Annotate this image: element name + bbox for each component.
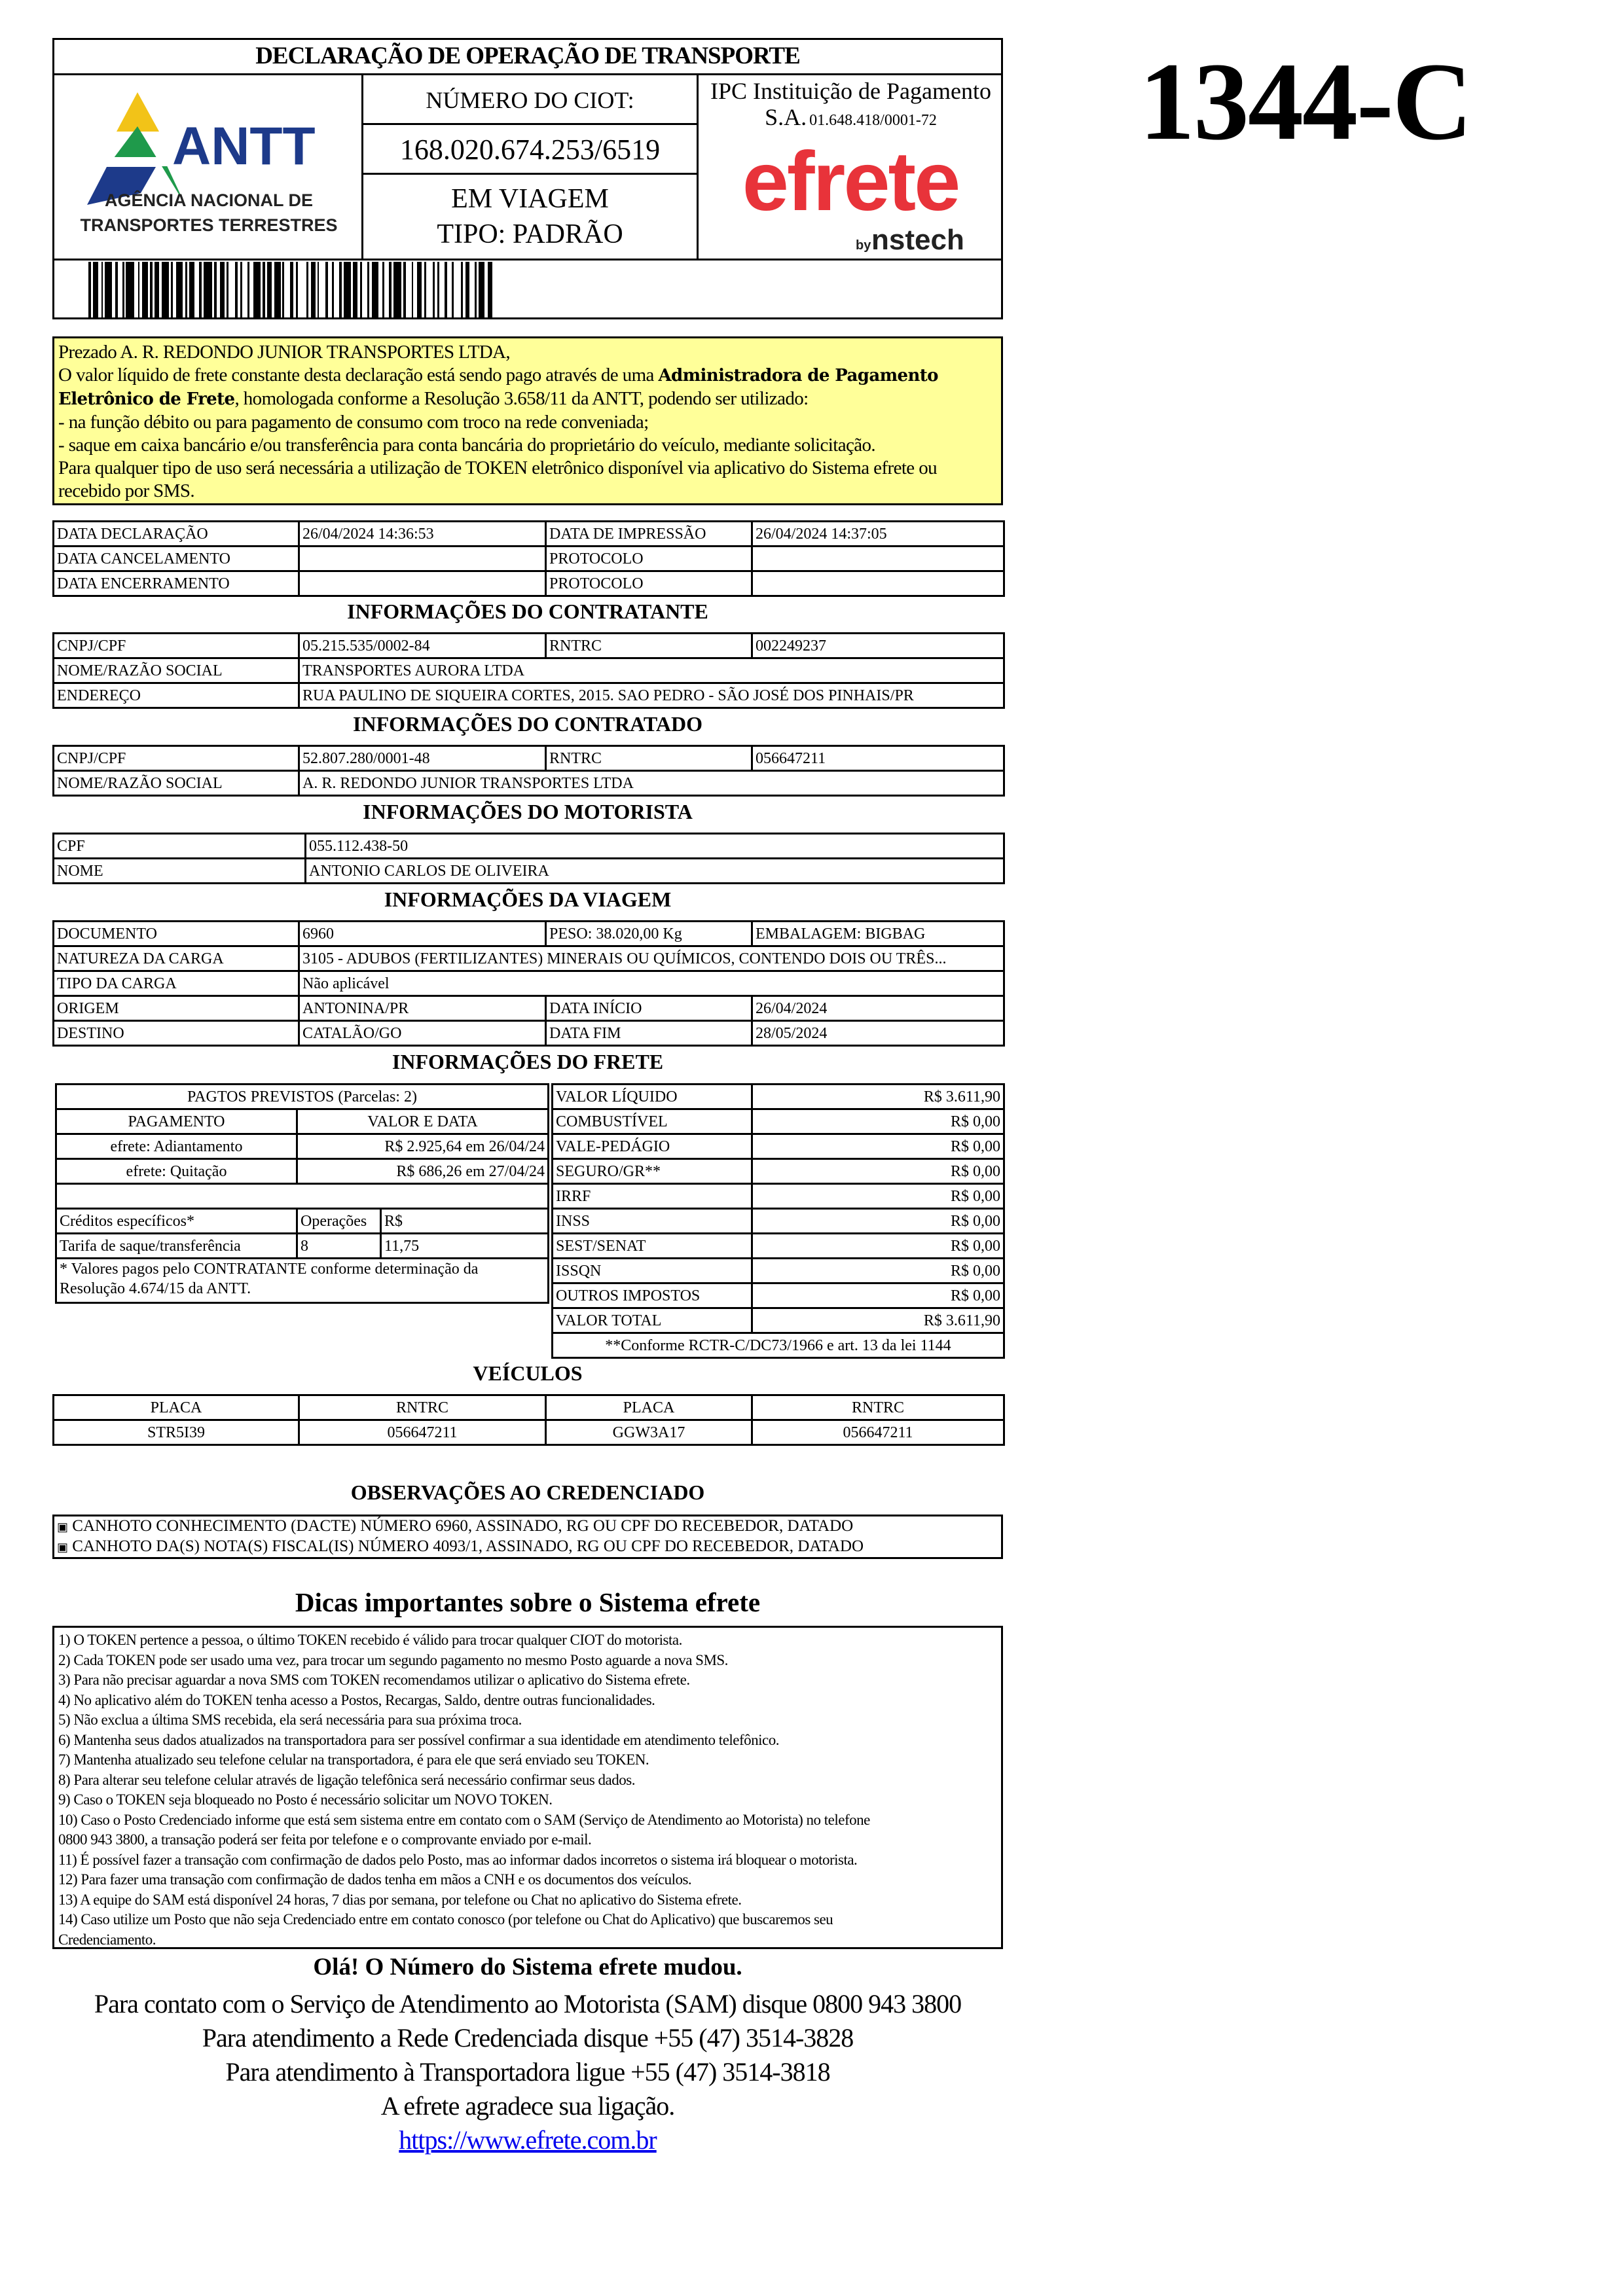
tip-line: Credenciamento. <box>58 1931 156 1948</box>
pagtos-title: PAGTOS PREVISTOS (Parcelas: 2) <box>56 1085 549 1109</box>
inicio-label: DATA INÍCIO <box>546 996 752 1021</box>
website-link[interactable]: https://www.efrete.com.br <box>399 2125 657 2155</box>
observacao-item: ▣ CANHOTO CONHECIMENTO (DACTE) NÚMERO 6960, ASSINADO, RG OU CPF DO RECEBEDOR, DATADO <box>57 1517 854 1535</box>
cpf-label: CPF <box>54 834 306 859</box>
value-row <box>553 1109 1004 1134</box>
notice-line: Prezado A. R. REDONDO JUNIOR TRANSPORTES LTDA, <box>58 342 511 363</box>
motorista-table <box>52 833 1005 884</box>
value-amount: R$ 0,00 <box>752 1209 1004 1234</box>
checkbox-icon: ▣ <box>57 1541 69 1554</box>
payment-value: R$ 686,26 em 27/04/24 <box>297 1159 549 1184</box>
payment-name: efrete: Adiantamento <box>56 1134 297 1159</box>
value-row <box>553 1283 1004 1308</box>
value-row <box>553 1259 1004 1283</box>
cancelamento-label: DATA CANCELAMENTO <box>54 547 299 571</box>
value-label: VALOR TOTAL <box>553 1308 752 1333</box>
rntrc-value: 002249237 <box>752 634 1004 658</box>
tipo-label: TIPO DA CARGA <box>54 971 299 996</box>
value-label: ISSQN <box>553 1259 752 1283</box>
value-label: IRRF <box>553 1184 752 1209</box>
fim-value: 28/05/2024 <box>752 1021 1004 1046</box>
pagamentos-table <box>55 1083 549 1304</box>
antt-triangle-top <box>117 92 159 132</box>
notice-line: recebido por SMS. <box>58 480 195 501</box>
cpf-value: 055.112.438-50 <box>306 834 1004 859</box>
endereco-value: RUA PAULINO DE SIQUEIRA CORTES, 2015. SAO PEDRO - SÃO JOSÉ DOS PINHAIS/PR <box>299 683 1004 708</box>
values-note: **Conforme RCTR-C/DC73/1966 e art. 13 da lei 1144 <box>553 1333 1004 1358</box>
tip-line: 2) Cada TOKEN pode ser usado uma vez, para trocar um segundo pagamento no mesmo Posto aguarde a nova SMS. <box>58 1651 728 1668</box>
rntrc-value: 056647211 <box>752 1420 1004 1445</box>
endereco-label: ENDEREÇO <box>54 683 299 708</box>
creditos-label: Créditos específicos* <box>56 1209 297 1234</box>
tip-line: 9) Caso o TOKEN seja bloqueado no Posto é necessário solicitar um NOVO TOKEN. <box>58 1791 553 1808</box>
value-amount: R$ 3.611,90 <box>752 1308 1004 1333</box>
value-amount: R$ 0,00 <box>752 1259 1004 1283</box>
cnpj-label: CNPJ/CPF <box>54 746 299 771</box>
contratado-table <box>52 745 1005 797</box>
observacoes-box <box>52 1515 1003 1559</box>
antt-logo <box>54 75 363 259</box>
website-link-row <box>52 2125 1003 2155</box>
cnpj-value: 05.215.535/0002-84 <box>299 634 546 658</box>
payment-value: R$ 2.925,64 em 26/04/24 <box>297 1134 549 1159</box>
contact-sam: Para contato com o Serviço de Atendimento ao Motorista (SAM) disque 0800 943 3800 <box>94 1989 962 2018</box>
value-label: VALOR LÍQUIDO <box>553 1085 752 1109</box>
footnote: * Valores pagos pelo CONTRATANTE conforme determinação da Resolução 4.674/15 da ANTT. <box>56 1259 549 1303</box>
pagamento-header: PAGAMENTO <box>56 1109 297 1134</box>
value-label: VALE-PEDÁGIO <box>553 1134 752 1159</box>
documento-value: 6960 <box>299 922 546 946</box>
observacoes-title: OBSERVAÇÕES AO CREDENCIADO <box>350 1480 705 1504</box>
rs-label: R$ <box>381 1209 549 1234</box>
value-row <box>553 1308 1004 1333</box>
ipc-line1: IPC Instituição de Pagamento <box>710 78 991 104</box>
contratado-title: INFORMAÇÕES DO CONTRATADO <box>353 712 702 736</box>
destino-value: CATALÃO/GO <box>299 1021 546 1046</box>
number-changed-title: Olá! O Número do Sistema efrete mudou. <box>313 1954 742 1981</box>
tip-line: 14) Caso utilize um Posto que não seja Credenciado entre em contato conosco (por telefone ou Chat do Aplicativo) que buscaremos seu <box>58 1911 833 1928</box>
tip-line: 11) É possível fazer a transação com confirmação de dados pelo Posto, mas ao informar dados incorretos o sistema irá bloquear o motorista. <box>58 1851 858 1868</box>
ipc-line2: S.A. <box>765 104 807 130</box>
peso-value: PESO: 38.020,00 Kg <box>546 922 752 946</box>
payment-name: efrete: Quitação <box>56 1159 297 1184</box>
rntrc-header: RNTRC <box>752 1395 1004 1420</box>
tip-line: 10) Caso o Posto Credenciado informe que está sem sistema entre em contato com o SAM (Serviço de Atendimento ao Motorista) no telefone <box>58 1811 870 1828</box>
ipc-line2-row <box>699 104 1003 135</box>
efrete-by-text: by <box>856 238 871 253</box>
contratante-title: INFORMAÇÕES DO CONTRATANTE <box>347 600 708 623</box>
header-box <box>52 38 1003 319</box>
contact-transportadora: Para atendimento à Transportadora ligue +55 (47) 3514-3818 <box>225 2057 830 2087</box>
status-box <box>363 175 697 259</box>
value-amount: R$ 0,00 <box>752 1283 1004 1308</box>
veiculos-table <box>52 1394 1005 1446</box>
rntrc-value: 056647211 <box>752 746 1004 771</box>
checkbox-icon: ▣ <box>57 1520 69 1534</box>
impressao-value: 26/04/2024 14:37:05 <box>752 522 1004 547</box>
cnpj-value: 52.807.280/0001-48 <box>299 746 546 771</box>
value-row <box>553 1184 1004 1209</box>
ipc-panel <box>699 75 1003 259</box>
value-label: SEGURO/GR** <box>553 1159 752 1184</box>
tarifa-label: Tarifa de saque/transferência <box>56 1234 297 1259</box>
destino-label: DESTINO <box>54 1021 299 1046</box>
placa-header: PLACA <box>546 1395 752 1420</box>
contratante-table <box>52 632 1005 709</box>
origem-label: ORIGEM <box>54 996 299 1021</box>
documento-label: DOCUMENTO <box>54 922 299 946</box>
document-id: 1344-C <box>1139 40 1472 163</box>
tip-line: 12) Para fazer uma transação com confirmação de dados tenha em mãos a CNH e os documentos dos veículos. <box>58 1871 692 1888</box>
tip-line: 1) O TOKEN pertence a pessoa, o último TOKEN recebido é válido para trocar qualquer CIOT do motorista. <box>58 1632 682 1648</box>
valores-table <box>551 1083 1005 1359</box>
nome-value: A. R. REDONDO JUNIOR TRANSPORTES LTDA <box>299 771 1004 796</box>
antt-logo-text: ANTT <box>172 117 316 176</box>
protocolo-value <box>752 571 1004 596</box>
operacoes-label: Operações <box>297 1209 381 1234</box>
encerramento-value <box>299 571 546 596</box>
ipc-cnpj: 01.648.418/0001-72 <box>809 112 937 129</box>
notice-line: Para qualquer tipo de uso será necessária a utilização de TOKEN eletrônico disponível via aplicativo do Sistema efrete ou <box>58 457 938 478</box>
agency-name-line2: TRANSPORTES TERRESTRES <box>80 215 338 235</box>
value-amount: R$ 0,00 <box>752 1134 1004 1159</box>
rntrc-label: RNTRC <box>546 746 752 771</box>
value-amount: R$ 0,00 <box>752 1184 1004 1209</box>
valor-data-header: VALOR E DATA <box>297 1109 549 1134</box>
value-row <box>553 1085 1004 1109</box>
ciot-number: 168.020.674.253/6519 <box>363 125 697 175</box>
agency-name-line1: AGÊNCIA NACIONAL DE <box>104 190 314 210</box>
dates-table <box>52 520 1005 597</box>
tip-line: 13) A equipe do SAM está disponível 24 horas, 7 dias por semana, por telefone ou Chat no aplicativo do Sistema efrete. <box>58 1891 742 1908</box>
efrete-nstech-text: nstech <box>871 224 964 256</box>
tip-line: 5) Não exclua a última SMS recebida, ela será necessária para sua próxima troca. <box>58 1712 522 1728</box>
inicio-value: 26/04/2024 <box>752 996 1004 1021</box>
tip-line: 6) Mantenha seus dados atualizados na transportadora para ser possível confirmar a sua identidade em atendimento telefônico. <box>58 1731 780 1748</box>
tarifa-ops: 8 <box>297 1234 381 1259</box>
tips-box <box>52 1626 1003 1949</box>
document-title: DECLARAÇÃO DE OPERAÇÃO DE TRANSPORTE <box>54 40 1001 75</box>
ciot-label: NÚMERO DO CIOT: <box>363 75 697 125</box>
nome-value: TRANSPORTES AURORA LTDA <box>299 658 1004 683</box>
notice-line: - saque em caixa bancário e/ou transferência para conta bancária do proprietário do veículo, mediante solicitação. <box>58 435 876 456</box>
observacao-item: ▣ CANHOTO DA(S) NOTA(S) FISCAL(IS) NÚMERO 4093/1, ASSINADO, RG OU CPF DO RECEBEDOR, DATADO <box>57 1537 864 1555</box>
natureza-label: NATUREZA DA CARGA <box>54 946 299 971</box>
motorista-title: INFORMAÇÕES DO MOTORISTA <box>363 800 693 823</box>
value-label: COMBUSTÍVEL <box>553 1109 752 1134</box>
veiculos-title: VEÍCULOS <box>473 1361 583 1385</box>
natureza-value: 3105 - ADUBOS (FERTILIZANTES) MINERAIS OU QUÍMICOS, CONTENDO DOIS OU TRÊS... <box>299 946 1004 971</box>
placa-value: STR5I39 <box>54 1420 299 1445</box>
rntrc-label: RNTRC <box>546 634 752 658</box>
efrete-logo <box>699 135 1003 264</box>
declaracao-label: DATA DECLARAÇÃO <box>54 522 299 547</box>
tipo-value: Não aplicável <box>299 971 1004 996</box>
trip-status: EM VIAGEM <box>451 184 609 214</box>
impressao-label: DATA DE IMPRESSÃO <box>546 522 752 547</box>
empty-row <box>56 1184 549 1209</box>
value-amount: R$ 0,00 <box>752 1159 1004 1184</box>
cancelamento-value <box>299 547 546 571</box>
protocolo-value <box>752 547 1004 571</box>
notice-line: Eletrônico de Frete, homologada conforme a Resolução 3.658/11 da ANTT, podendo ser utilizado: <box>58 388 809 409</box>
value-row <box>553 1209 1004 1234</box>
barcode <box>54 259 1001 319</box>
ciot-panel <box>363 75 699 259</box>
value-label: INSS <box>553 1209 752 1234</box>
rntrc-header: RNTRC <box>299 1395 546 1420</box>
embalagem-value: EMBALAGEM: BIGBAG <box>752 922 1004 946</box>
viagem-title: INFORMAÇÕES DA VIAGEM <box>384 888 672 911</box>
tip-line: 4) No aplicativo além do TOKEN tenha acesso a Postos, Recargas, Saldo, dentre outras funcionalidades. <box>58 1691 655 1708</box>
protocolo-label: PROTOCOLO <box>546 571 752 596</box>
placa-header: PLACA <box>54 1395 299 1420</box>
viagem-table <box>52 920 1005 1047</box>
nome-label: NOME/RAZÃO SOCIAL <box>54 658 299 683</box>
contact-rede: Para atendimento a Rede Credenciada disque +55 (47) 3514-3828 <box>202 2023 854 2053</box>
value-amount: R$ 0,00 <box>752 1109 1004 1134</box>
cnpj-label: CNPJ/CPF <box>54 634 299 658</box>
nome-value: ANTONIO CARLOS DE OLIVEIRA <box>306 859 1004 884</box>
trip-type: TIPO: PADRÃO <box>437 219 623 249</box>
barcode-icon <box>88 262 730 318</box>
value-row <box>553 1134 1004 1159</box>
fim-label: DATA FIM <box>546 1021 752 1046</box>
frete-title: INFORMAÇÕES DO FRETE <box>392 1050 664 1073</box>
notice-line: O valor líquido de frete constante desta declaração está sendo pago através de uma Administradora de Pagamento <box>58 365 938 386</box>
tip-line: 0800 943 3800, a transação poderá ser feita por telefone e o comprovante enviado por e-mail. <box>58 1831 592 1848</box>
origem-value: ANTONINA/PR <box>299 996 546 1021</box>
tarifa-value: 11,75 <box>381 1234 549 1259</box>
protocolo-label: PROTOCOLO <box>546 547 752 571</box>
nome-label: NOME/RAZÃO SOCIAL <box>54 771 299 796</box>
value-amount: R$ 0,00 <box>752 1234 1004 1259</box>
rntrc-value: 056647211 <box>299 1420 546 1445</box>
tip-line: 8) Para alterar seu telefone celular através de ligação telefônica será necessário confirmar seus dados. <box>58 1771 635 1788</box>
declaracao-value: 26/04/2024 14:36:53 <box>299 522 546 547</box>
efrete-logo-text: efrete <box>742 135 959 228</box>
tip-line: 3) Para não precisar aguardar a nova SMS com TOKEN recomendamos utilizar o aplicativo do Sistema efrete. <box>58 1672 690 1688</box>
value-label: OUTROS IMPOSTOS <box>553 1283 752 1308</box>
value-amount: R$ 3.611,90 <box>752 1085 1004 1109</box>
placa-value: GGW3A17 <box>546 1420 752 1445</box>
thanks-line: A efrete agradece sua ligação. <box>380 2091 675 2121</box>
value-row <box>553 1159 1004 1184</box>
tip-line: 7) Mantenha atualizado seu telefone celular na transportadora, é para ele que será enviado seu TOKEN. <box>58 1751 649 1768</box>
tips-title: Dicas importantes sobre o Sistema efrete <box>295 1587 761 1617</box>
payment-notice <box>52 336 1003 505</box>
nome-label: NOME <box>54 859 306 884</box>
encerramento-label: DATA ENCERRAMENTO <box>54 571 299 596</box>
value-row <box>553 1234 1004 1259</box>
notice-line: - na função débito ou para pagamento de consumo com troco na rede conveniada; <box>58 412 649 433</box>
value-label: SEST/SENAT <box>553 1234 752 1259</box>
